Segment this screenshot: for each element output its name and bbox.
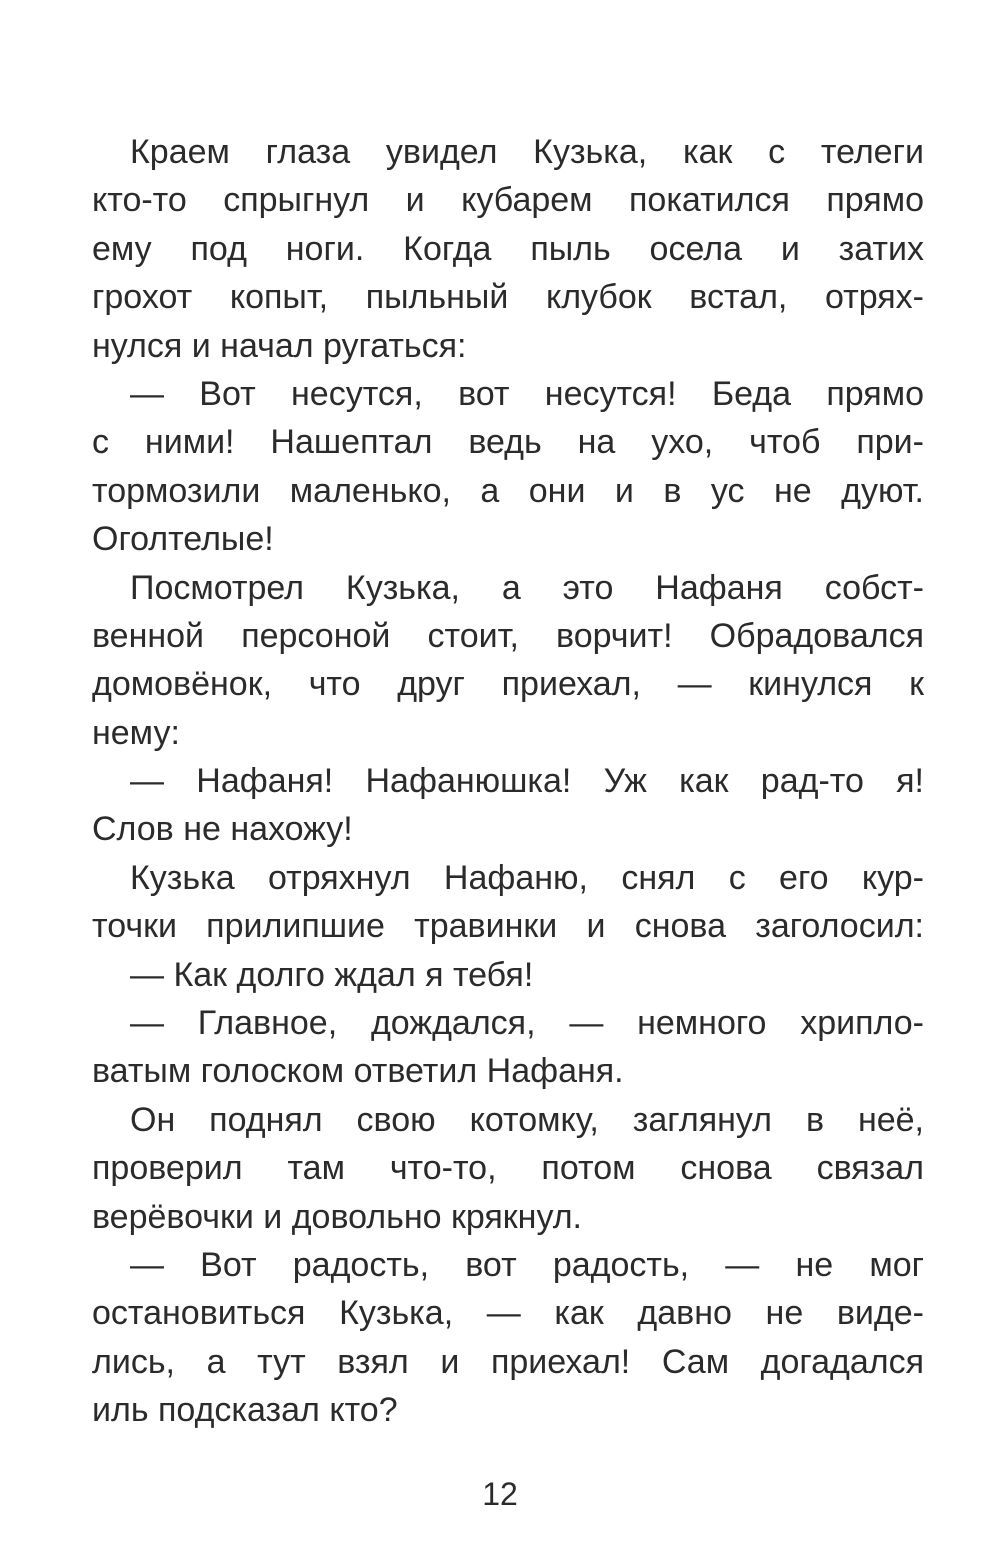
text-line: тормозили маленько, а они и в ус не дуют. — [92, 471, 924, 510]
text-line: кто-то спрыгнул и кубарем покатился прямо — [92, 181, 924, 220]
text-line: Слов не нахожу! — [92, 810, 353, 849]
page-text — [92, 128, 924, 1435]
text-line: Оголтелые! — [92, 520, 274, 559]
text-line: — Нафаня! Нафанюшка! Уж как рад-то я! — [130, 762, 924, 801]
text-line: проверил там что-то, потом снова связал — [92, 1149, 924, 1188]
text-line: верёвочки и довольно крякнул. — [92, 1197, 582, 1236]
text-line: грохот копыт, пыльный клубок встал, отрях- — [92, 278, 924, 317]
text-line: — Как долго ждал я тебя! — [130, 955, 534, 994]
text-line: ватым голоском ответил Нафаня. — [92, 1052, 624, 1091]
page-number: 12 — [482, 1476, 518, 1512]
text-line: иль подсказал кто? — [92, 1391, 398, 1430]
text-line: Он поднял свою котомку, заглянул в неё, — [130, 1100, 924, 1139]
text-line: лись, а тут взял и приехал! Сам догадался — [92, 1342, 924, 1381]
text-line: нему: — [92, 713, 180, 752]
text-line: точки прилипшие травинки и снова заголосил: — [92, 907, 924, 946]
text-line: ему под ноги. Когда пыль осела и затих — [92, 229, 924, 268]
text-line: нулся и начал ругаться: — [92, 326, 467, 365]
text-line: Посмотрел Кузька, а это Нафаня собст- — [130, 568, 924, 607]
text-line: — Главное, дождался, — немного хрипло- — [130, 1004, 924, 1043]
text-line: Кузька отряхнул Нафаню, снял с его кур- — [130, 858, 924, 897]
text-line: домовёнок, что друг приехал, — кинулся к — [92, 665, 924, 704]
text-line: венной персоной стоит, ворчит! Обрадовался — [92, 616, 924, 655]
text-line: Краем глаза увидел Кузька, как с телеги — [130, 133, 924, 171]
text-line: остановиться Кузька, — как давно не виде- — [92, 1294, 924, 1333]
text-line: — Вот несутся, вот несутся! Беда прямо — [130, 374, 924, 413]
text-line: — Вот радость, вот радость, — не мог — [130, 1245, 924, 1284]
text-line: с ними! Нашептал ведь на ухо, чтоб при- — [92, 423, 924, 462]
